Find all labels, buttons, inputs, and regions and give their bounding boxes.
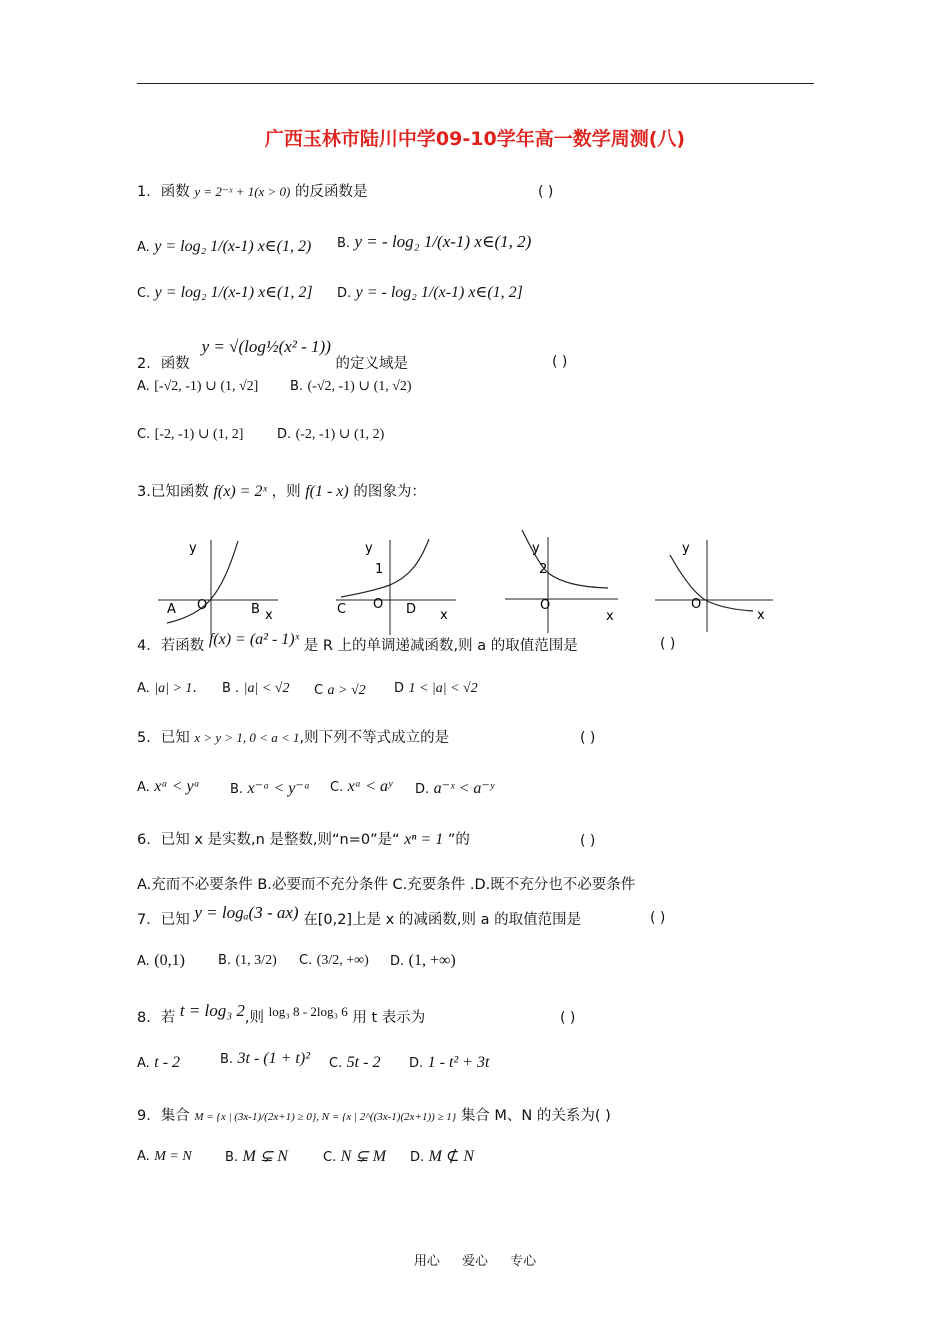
q6-answer-paren: ( ) xyxy=(580,833,596,849)
q8-stem-c: 用 t 表示为 xyxy=(352,1010,426,1026)
y-intercept-label: 1 xyxy=(375,562,384,577)
q4-option-c: C a > √2 xyxy=(314,683,366,698)
q3-formula-1: f(x) = 2ˣ xyxy=(213,483,267,500)
q7-option-c: C. (3/2, +∞) xyxy=(299,953,369,968)
q1-option-d: D. y = - log₂ 1/(x-1) x∈(1, 2] xyxy=(337,284,523,301)
q9-formula: M = {x | (3x-1)/(2x+1) ≥ 0}, N = {x | 2^((3x-1)(2x+1)) ≥ 1} xyxy=(194,1111,457,1123)
q5-option-b: B. x⁻ᵃ < y⁻ᵃ xyxy=(230,780,311,797)
q5-stem: 5．已知 xyxy=(137,730,190,746)
q2-option-a: A. [-√2, -1) ∪ (1, √2] xyxy=(137,379,259,394)
q3-graph-1 xyxy=(155,535,285,640)
q4-option-b: B . |a| < √2 xyxy=(222,681,290,696)
question-8 xyxy=(137,1000,426,1026)
question-1 xyxy=(137,180,368,201)
q5-option-c: C. xᵃ < aʸ xyxy=(330,778,393,795)
q7-answer-paren: ( ) xyxy=(650,910,666,926)
q3-stem-c: 的图象为： xyxy=(353,484,426,500)
y-label: y xyxy=(682,541,690,556)
q4-stem-b: 是 R 上的单调递减函数,则 a 的取值范围是 xyxy=(303,638,578,654)
question-2 xyxy=(137,336,408,372)
curve xyxy=(670,555,753,611)
origin-label: O xyxy=(197,598,208,613)
q1-option-b: B. y = - log₂ 1/(x-1) x∈(1, 2) xyxy=(337,232,532,251)
q6-stem: 6．已知 x 是实数,n 是整数,则“n=0”是“ xyxy=(137,832,400,848)
q1-formula: y = 2⁻ˣ + 1(x > 0) xyxy=(194,184,291,199)
q9-option-c: C. N ⊊ M xyxy=(323,1148,387,1165)
q8-answer-paren: ( ) xyxy=(560,1010,576,1026)
y-label: y xyxy=(532,541,540,556)
q5-option-d: D. a⁻ˣ < a⁻ʸ xyxy=(415,780,494,797)
q8-stem: 8．若 xyxy=(137,1010,176,1026)
q3-graph-3 xyxy=(500,525,630,635)
header-rule xyxy=(137,83,814,84)
q8-option-b: B. 3t - (1 + t)² xyxy=(220,1050,310,1067)
q3-graph-4 xyxy=(650,535,780,640)
q6-stem-b: ”的 xyxy=(447,832,470,848)
q2-option-b: B. (-√2, -1) ∪ (1, √2) xyxy=(290,379,412,394)
q7-option-b: B. (1, 3/2) xyxy=(218,953,277,968)
q4-stem: 4．若函数 xyxy=(137,638,205,654)
q6-options: A.充而不必要条件 B.必要而不充分条件 C.充要条件 .D.既不充分也不必要条件 xyxy=(137,877,636,893)
origin-label: O xyxy=(691,597,702,612)
option-label-b: B xyxy=(251,602,260,617)
q8-option-a: A. t - 2 xyxy=(137,1054,181,1071)
q4-option-d: D 1 < |a| < √2 xyxy=(394,681,478,696)
y-label: y xyxy=(189,541,197,556)
question-4 xyxy=(137,628,578,654)
q7-option-d: D. (1, +∞) xyxy=(390,952,456,969)
q9-option-a: A. M = N xyxy=(137,1149,192,1164)
q8-formula: t = log₃ 2 xyxy=(179,1001,245,1020)
q1-stem: 1．函数 xyxy=(137,184,190,200)
q4-formula: f(x) = (a² - 1)ˣ xyxy=(208,631,300,648)
q5-stem-b: ,则下列不等式成立的是 xyxy=(299,730,450,746)
question-5 xyxy=(137,726,449,747)
page-footer: 用心 爱心 专心 xyxy=(413,1254,537,1269)
y-intercept-label: 2 xyxy=(539,562,548,577)
q2-formula: y = √(log½(x² - 1)) xyxy=(201,337,331,356)
q3-formula-2: f(1 - x) xyxy=(305,483,349,500)
question-9 xyxy=(137,1104,611,1125)
q5-answer-paren: ( ) xyxy=(580,730,596,746)
q1-option-a: A. y = log₂ 1/(x-1) x∈(1, 2) xyxy=(137,238,312,255)
q9-stem-b: 集合 M、N 的关系为( ) xyxy=(460,1108,611,1124)
q5-formula: x > y > 1, 0 < a < 1 xyxy=(194,730,300,745)
origin-label: O xyxy=(540,598,551,613)
question-7 xyxy=(137,902,582,928)
question-3 xyxy=(137,480,426,501)
x-label: x xyxy=(606,609,614,624)
q1-stem-b: 的反函数是 xyxy=(295,184,368,200)
q9-stem: 9．集合 xyxy=(137,1108,190,1124)
q7-option-a: A. (0,1) xyxy=(137,952,185,969)
q8-option-c: C. 5t - 2 xyxy=(329,1054,381,1071)
q1-option-c: C. y = log₂ 1/(x-1) x∈(1, 2] xyxy=(137,284,313,301)
q9-option-b: B. M ⊊ N xyxy=(225,1148,288,1165)
q3-stem-b: ，则 xyxy=(271,484,301,500)
q4-option-a: A. |a| > 1. xyxy=(137,680,197,696)
y-label: y xyxy=(365,541,373,556)
q1-answer-paren: ( ) xyxy=(538,184,554,200)
q8-stem-b: ,则 xyxy=(244,1010,265,1026)
q2-answer-paren: ( ) xyxy=(552,354,568,370)
q3-stem: 3.已知函数 xyxy=(137,484,209,500)
q3-graph-2 xyxy=(333,535,463,640)
page-title: 广西玉林市陆川中学09-10学年高一数学周测(八) xyxy=(264,128,686,150)
q7-stem: 7．已知 xyxy=(137,912,190,928)
q8-option-d: D. 1 - t² + 3t xyxy=(409,1054,490,1071)
q4-answer-paren: ( ) xyxy=(660,636,676,652)
q7-formula: y = logₐ(3 - ax) xyxy=(194,903,299,922)
q2-option-c: C. [-2, -1) ∪ (1, 2] xyxy=(137,427,244,442)
q2-stem-b: 的定义域是 xyxy=(335,356,408,372)
curve xyxy=(522,530,608,588)
option-label-d: D xyxy=(406,602,417,617)
x-label: x xyxy=(265,608,273,623)
q2-stem: 2．函数 xyxy=(137,356,190,372)
q5-option-a: A. xᵃ < yᵃ xyxy=(137,778,200,795)
q8-formula-2: log₃ 8 - 2log₃ 6 xyxy=(268,1004,348,1019)
q6-formula: xⁿ = 1 xyxy=(404,831,444,848)
q9-option-d: D. M ⊄ N xyxy=(410,1148,475,1165)
question-6 xyxy=(137,828,470,849)
x-label: x xyxy=(440,608,448,623)
origin-label: O xyxy=(373,597,384,612)
q7-stem-b: 在[0,2]上是 x 的减函数,则 a 的取值范围是 xyxy=(303,912,582,928)
curve xyxy=(341,539,429,597)
option-label-a: A xyxy=(167,602,176,617)
option-label-c: C xyxy=(337,602,347,617)
x-label: x xyxy=(757,608,765,623)
q2-option-d: D. (-2, -1) ∪ (1, 2) xyxy=(277,427,385,442)
